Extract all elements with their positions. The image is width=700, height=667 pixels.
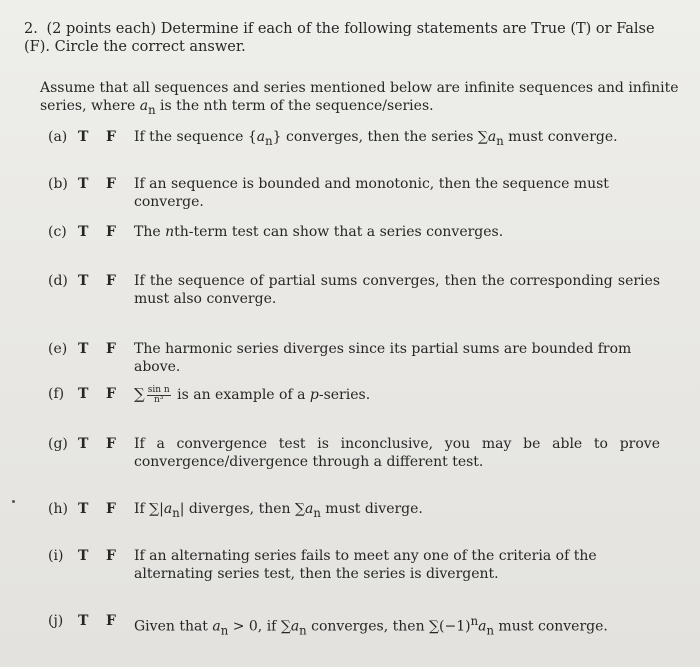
false-option[interactable]: F bbox=[106, 273, 116, 289]
note-text-2: is the nth term of the sequence/series. bbox=[155, 98, 434, 114]
true-option[interactable]: T bbox=[78, 273, 89, 289]
math-var: a bbox=[478, 618, 487, 635]
statement-g bbox=[48, 435, 678, 471]
false-option[interactable]: F bbox=[106, 341, 116, 357]
statement-text bbox=[134, 223, 660, 241]
false-option[interactable]: F bbox=[106, 176, 116, 192]
statement-text: If a convergence test is inconclusive, you may be able to prove convergence/divergence through a different test. bbox=[134, 436, 660, 470]
math-sup: n bbox=[470, 614, 479, 628]
statement-text: The harmonic series diverges since its partial sums are bounded from above. bbox=[134, 341, 632, 375]
math-sub: n bbox=[299, 623, 307, 638]
pencil-mark bbox=[12, 500, 15, 503]
true-option[interactable]: T bbox=[78, 224, 89, 240]
statement-j bbox=[48, 612, 678, 639]
text-segment: th-term test can show that a series converges. bbox=[174, 224, 504, 240]
math-sub: n bbox=[486, 623, 494, 638]
statement-d bbox=[48, 272, 678, 308]
math-sub: n bbox=[265, 133, 273, 148]
fraction bbox=[147, 386, 171, 405]
math-var: a bbox=[163, 501, 173, 517]
text-segment: must diverge. bbox=[320, 501, 423, 517]
statement-label: (h) bbox=[48, 501, 68, 517]
text-segment: | diverges, then ∑ bbox=[179, 501, 305, 517]
statement-text bbox=[134, 500, 660, 522]
math-var: a bbox=[304, 501, 314, 517]
text-segment: } converges, then the series ∑ bbox=[272, 129, 488, 145]
false-option[interactable]: F bbox=[106, 613, 116, 629]
question-prompt: (2 points each) Determine if each of the following statements are True (T) or False (F). Circle the correct answer. bbox=[24, 21, 655, 55]
false-option[interactable]: F bbox=[106, 224, 116, 240]
statement-label: (c) bbox=[48, 224, 67, 240]
text-segment: The bbox=[134, 224, 166, 240]
math-sub: n bbox=[220, 623, 229, 638]
statement-label: (f) bbox=[48, 386, 65, 402]
true-option[interactable]: T bbox=[78, 548, 89, 564]
math-var: a bbox=[487, 129, 497, 145]
fraction-denominator: n³ bbox=[153, 394, 164, 405]
true-option[interactable]: T bbox=[78, 501, 89, 517]
statement-label: (b) bbox=[48, 176, 68, 192]
true-option[interactable]: T bbox=[78, 176, 89, 192]
question-number: 2. bbox=[24, 21, 38, 37]
fraction-numerator: sin n bbox=[147, 384, 170, 395]
true-option[interactable]: T bbox=[78, 436, 89, 452]
note-var: a bbox=[139, 98, 149, 114]
statement-b bbox=[48, 175, 678, 211]
math-var: p bbox=[309, 387, 319, 403]
false-option[interactable]: F bbox=[106, 386, 116, 402]
statement-text bbox=[134, 128, 660, 150]
math-var: a bbox=[256, 129, 266, 145]
statement-a bbox=[48, 128, 678, 150]
math-sub: n bbox=[496, 133, 504, 148]
statement-text: If the sequence of partial sums converges, then the corresponding series must also converge. bbox=[134, 273, 660, 307]
math-var: a bbox=[212, 618, 221, 635]
statement-text bbox=[134, 385, 660, 405]
text-segment: If the sequence { bbox=[134, 129, 257, 145]
true-option[interactable]: T bbox=[78, 386, 89, 402]
note-text-1: Assume that all sequences and series mentioned below are infinite sequences and infinite series, where bbox=[40, 80, 679, 114]
statement-f bbox=[48, 385, 678, 405]
text-segment: If ∑| bbox=[134, 501, 164, 517]
true-option[interactable]: T bbox=[78, 129, 89, 145]
math-var: a bbox=[290, 618, 300, 635]
text-segment: must converge. bbox=[503, 129, 618, 145]
false-option[interactable]: F bbox=[106, 436, 116, 452]
text-segment: is an example of a bbox=[172, 387, 310, 403]
false-option[interactable]: F bbox=[106, 129, 116, 145]
question-header bbox=[24, 20, 679, 56]
math-sub: n bbox=[313, 505, 321, 520]
false-option[interactable]: F bbox=[106, 548, 116, 564]
statement-label: (i) bbox=[48, 548, 64, 564]
math-var: n bbox=[165, 224, 175, 240]
false-option[interactable]: F bbox=[106, 501, 116, 517]
note-sub: n bbox=[148, 102, 156, 117]
assumption-note bbox=[40, 79, 680, 119]
sigma-symbol: ∑ bbox=[134, 385, 145, 403]
text-segment: converges, then ∑(−1) bbox=[306, 618, 471, 635]
statement-label: (j) bbox=[48, 613, 64, 629]
true-option[interactable]: T bbox=[78, 341, 89, 357]
text-segment: Given that bbox=[134, 618, 213, 635]
statement-text: If an alternating series fails to meet any one of the criteria of the alternating series test, then the series is divergent. bbox=[134, 548, 597, 582]
statement-text bbox=[134, 612, 660, 639]
true-option[interactable]: T bbox=[78, 613, 89, 629]
statement-text: If an sequence is bounded and monotonic, then the sequence must converge. bbox=[134, 176, 609, 210]
text-segment: -series. bbox=[318, 387, 371, 403]
math-sub: n bbox=[172, 505, 180, 520]
statement-label: (e) bbox=[48, 341, 68, 357]
statement-i bbox=[48, 547, 678, 583]
statement-label: (a) bbox=[48, 129, 68, 145]
statement-e bbox=[48, 340, 678, 376]
statement-h bbox=[48, 500, 678, 522]
text-segment: > 0, if ∑ bbox=[228, 618, 291, 635]
statement-label: (g) bbox=[48, 436, 68, 452]
statement-label: (d) bbox=[48, 273, 68, 289]
text-segment: must converge. bbox=[493, 618, 608, 635]
statement-c bbox=[48, 223, 678, 241]
